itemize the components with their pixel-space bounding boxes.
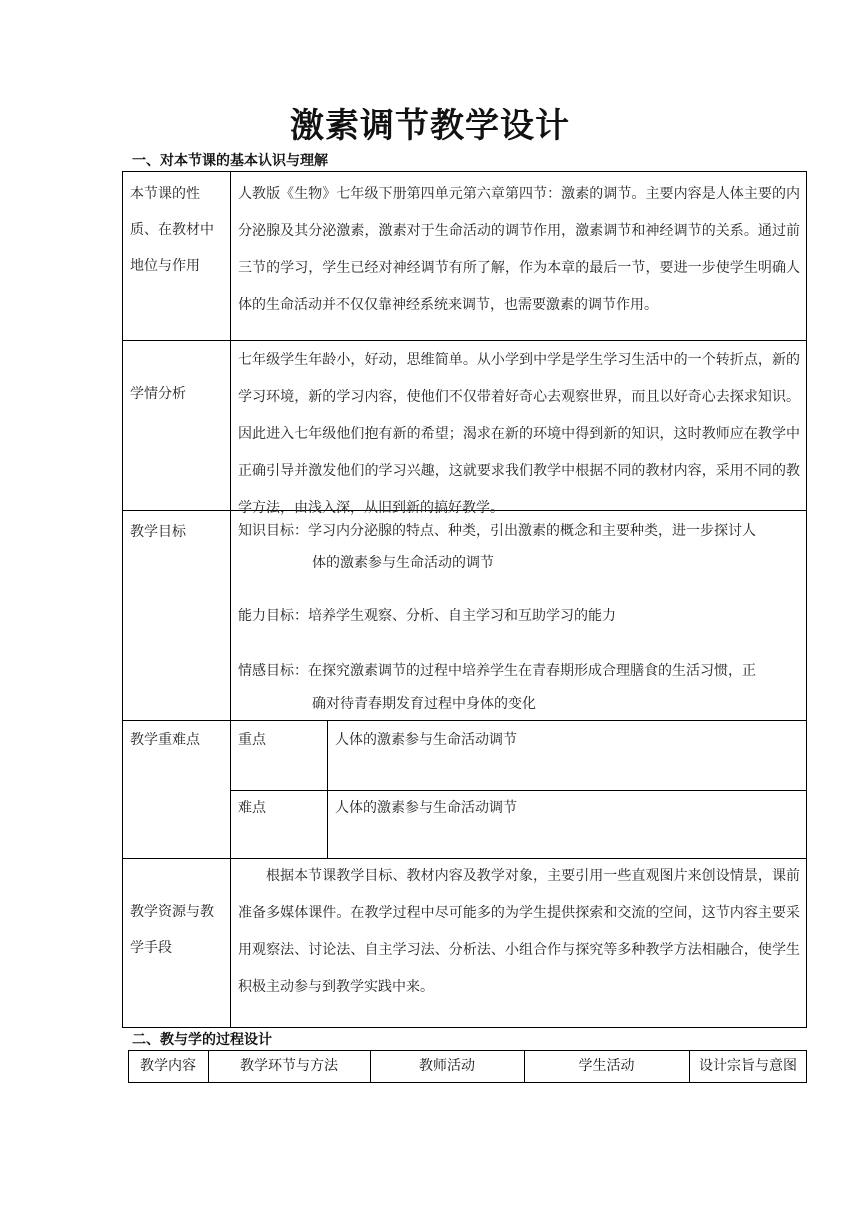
row-text-nature: 人教版《生物》七年级下册第四单元第六章第四节：激素的调节。主要内容是人体主要的内分泌腺及其分泌激素，激素对于生命活动的调节作用，激素调节和神经调节的关系。通过前三节的学习，学生已经对神经调节有所了解，作为本章的最后一节，要进一步使学生明确人体的生命活动并不仅仅靠神经系统来调节，也需要激素的调节作用。: [238, 186, 800, 313]
row-label-nature: 本节课的性质、在教材中地位与作用: [130, 186, 214, 274]
goal-emotion-continued: 确对待青春期发育过程中身体的变化: [312, 696, 536, 712]
goal-knowledge: 知识目标：学习内分泌腺的特点、种类，引出激素的概念和主要种类，进一步探讨人: [238, 523, 756, 539]
table-divider: [230, 171, 231, 1028]
section-heading-1: 一、对本节课的基本认识与理解: [132, 153, 328, 169]
difficult-point-label: 难点: [238, 800, 266, 816]
row-label-analysis: 学情分析: [130, 386, 186, 402]
table-divider: [122, 340, 807, 341]
key-point-label: 重点: [238, 732, 266, 748]
difficult-point-text: 人体的激素参与生命活动调节: [335, 800, 517, 816]
column-header: 教师活动: [419, 1058, 475, 1074]
row-text-resources: 根据本节课教学目标、教材内容及教学对象，主要引用一些直观图片来创设情景，课前准备多媒体课件。在教学过程中尽可能多的为学生提供探索和交流的空间，这节内容主要采用观察法、讨论法、自主学习法、分析法、小组合作与探究等多种教学方法相融合，使学生积极主动参与到教学实践中来。: [238, 868, 800, 995]
column-header: 教学环节与方法: [240, 1058, 338, 1074]
table-divider: [327, 720, 328, 858]
key-point-text: 人体的激素参与生命活动调节: [335, 732, 517, 748]
row-label-goals: 教学目标: [130, 524, 186, 540]
goal-knowledge-continued: 体的激素参与生命活动的调节: [312, 555, 494, 571]
row-label-key-points: 教学重难点: [130, 732, 200, 748]
document-title: 激素调节教学设计: [290, 106, 570, 146]
goal-ability: 能力目标：培养学生观察、分析、自主学习和互助学习的能力: [238, 608, 616, 624]
column-header: 教学内容: [140, 1058, 196, 1074]
section-heading-2: 二、教与学的过程设计: [132, 1032, 272, 1048]
row-text-analysis: 七年级学生年龄小，好动，思维简单。从小学到中学是学生学习生活中的一个转折点，新的学习环境，新的学习内容，使他们不仅带着好奇心去观察世界，而且以好奇心去探求知识。因此进入七年级他们抱有新的希望；渴求在新的环境中得到新的知识，这时教师应在教学中正确引导并激发他们的学习兴趣，这就要求我们教学中根据不同的教材内容，采用不同的教学方法，由浅入深，从旧到新的搞好教学。: [238, 352, 800, 516]
row-label-resources: 教学资源与教学手段: [130, 904, 214, 956]
goal-emotion: 情感目标：在探究激素调节的过程中培养学生在青春期形成合理膳食的生活习惯，正: [238, 663, 756, 679]
column-header: 设计宗旨与意图: [699, 1058, 797, 1074]
column-header: 学生活动: [578, 1058, 635, 1074]
